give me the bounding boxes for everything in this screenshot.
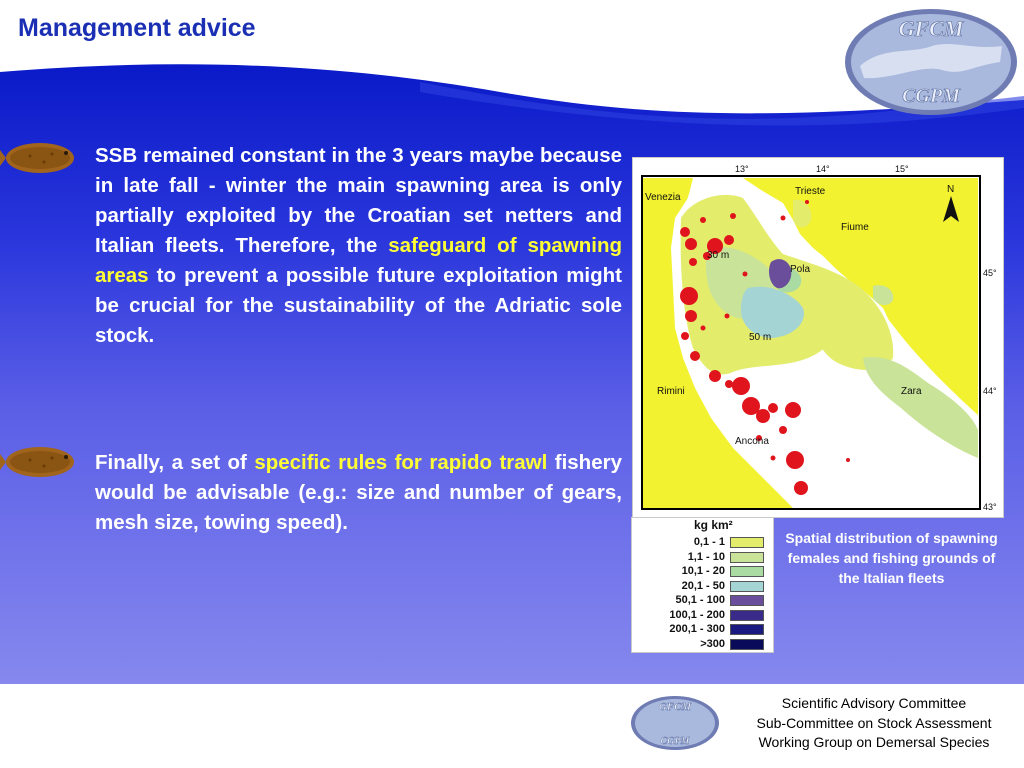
fishing-ground-dot bbox=[724, 235, 734, 245]
legend-label: 0,1 - 1 bbox=[693, 536, 725, 548]
place-label: Rimini bbox=[657, 386, 685, 397]
legend-title: kg km² bbox=[694, 518, 733, 532]
paragraph-rapido bbox=[95, 448, 622, 538]
fishing-ground-dot bbox=[685, 310, 697, 322]
fishing-ground-dot bbox=[779, 426, 787, 434]
adriatic-map bbox=[632, 157, 1004, 518]
legend-row bbox=[632, 580, 773, 593]
fishing-ground-dot bbox=[794, 481, 808, 495]
footer-line: Sub-Committee on Stock Assessment bbox=[756, 714, 992, 731]
depth-label: 50 m bbox=[749, 332, 772, 343]
place-label: Pola bbox=[790, 264, 811, 275]
paragraph-text: fishery would be advisable (e.g.: size and number of gears, mesh size, towing speed). bbox=[95, 451, 622, 534]
slide-title: Management advice bbox=[18, 14, 256, 42]
fishing-ground-dot bbox=[725, 380, 733, 388]
fishing-ground-dot bbox=[730, 213, 736, 219]
fishing-ground-dot bbox=[756, 409, 770, 423]
fishing-ground-dot bbox=[700, 217, 706, 223]
legend-swatch bbox=[730, 537, 764, 548]
sole-fish-icon bbox=[0, 440, 78, 484]
fishing-ground-dot bbox=[768, 403, 778, 413]
gfcm-logo-small bbox=[629, 694, 721, 752]
legend-row bbox=[632, 638, 773, 651]
fishing-ground-dot bbox=[732, 377, 750, 395]
legend-label: >300 bbox=[700, 637, 725, 650]
map-legend bbox=[631, 517, 774, 653]
legend-swatch bbox=[730, 552, 764, 563]
fishing-ground-dot bbox=[681, 332, 689, 340]
logo-bottom-line2: CGPM bbox=[660, 736, 690, 747]
paragraph-text: SSB remained constant in the 3 years maybe because in late fall - winter the main spawning area is only partially exploited by the Croatian set netters and Italian fleets. Therefore, the bbox=[95, 144, 622, 257]
fishing-ground-dot bbox=[689, 258, 697, 266]
paragraph-spawning bbox=[95, 141, 622, 351]
legend-row bbox=[632, 536, 773, 549]
map-caption: Spatial distribution of spawning females and fishing grounds of the Italian fleets bbox=[785, 530, 998, 586]
logo-top-line2: CGPM bbox=[902, 85, 960, 107]
footer-line: Working Group on Demersal Species bbox=[758, 734, 990, 750]
fishing-ground-dot bbox=[725, 314, 730, 319]
place-label: Fiume bbox=[841, 222, 869, 233]
logo-bottom-line1: GFCM bbox=[658, 701, 692, 713]
fishing-ground-dot bbox=[805, 200, 809, 204]
logo-top-line1: GFCM bbox=[898, 16, 964, 41]
fishing-ground-dot bbox=[701, 326, 706, 331]
lat-label: 44° bbox=[983, 386, 997, 396]
lon-label: 14° bbox=[816, 164, 830, 174]
legend-row bbox=[632, 551, 773, 564]
legend-row bbox=[632, 623, 773, 636]
place-label: Zara bbox=[901, 386, 922, 397]
legend-swatch bbox=[730, 624, 764, 635]
lon-label: 13° bbox=[735, 164, 749, 174]
north-label: N bbox=[947, 184, 955, 195]
legend-label: 50,1 - 100 bbox=[675, 594, 725, 606]
place-label: Venezia bbox=[645, 192, 681, 203]
highlight-text: specific rules for rapido trawl bbox=[254, 451, 548, 474]
gfcm-logo bbox=[842, 6, 1020, 118]
fishing-ground-dot bbox=[690, 351, 700, 361]
legend-label: 20,1 - 50 bbox=[681, 579, 725, 592]
lon-label: 15° bbox=[895, 164, 909, 174]
fishing-ground-dot bbox=[771, 456, 776, 461]
fishing-ground-dot bbox=[680, 227, 690, 237]
fishing-ground-dot bbox=[680, 287, 698, 305]
footer-credits bbox=[724, 694, 1024, 753]
paragraph-text: Finally, a set of bbox=[95, 451, 255, 474]
lat-label: 45° bbox=[983, 268, 997, 278]
legend-label: 1,1 - 10 bbox=[687, 550, 725, 563]
fishing-ground-dot bbox=[743, 272, 748, 277]
legend-row bbox=[632, 594, 773, 607]
fishing-ground-dot bbox=[786, 451, 804, 469]
legend-label: 10,1 - 20 bbox=[681, 565, 725, 577]
fishing-ground-dot bbox=[709, 370, 721, 382]
depth-label: 30 m bbox=[707, 250, 730, 261]
place-label: Ancona bbox=[735, 436, 769, 447]
paragraph-text: to prevent a possible future exploitation might be crucial for the sustainability of the Adriatic sole stock. bbox=[95, 264, 622, 347]
legend-row bbox=[632, 609, 773, 622]
lat-label: 43° bbox=[983, 502, 997, 512]
legend-row bbox=[632, 565, 773, 578]
legend-label: 200,1 - 300 bbox=[669, 623, 725, 635]
legend-swatch bbox=[730, 581, 764, 592]
fishing-ground-dot bbox=[846, 458, 850, 462]
place-label: Trieste bbox=[795, 186, 826, 197]
footer-line: Scientific Advisory Committee bbox=[781, 695, 967, 711]
legend-swatch bbox=[730, 639, 764, 650]
sole-fish-icon bbox=[0, 136, 78, 180]
legend-swatch bbox=[730, 566, 764, 577]
legend-label: 100,1 - 200 bbox=[669, 608, 725, 621]
highlight-text: safeguard of spawning areas bbox=[95, 234, 623, 287]
fishing-ground-dot bbox=[785, 402, 801, 418]
fishing-ground-dot bbox=[685, 238, 697, 250]
fishing-ground-dot bbox=[781, 216, 786, 221]
legend-swatch bbox=[730, 595, 764, 606]
legend-swatch bbox=[730, 610, 764, 621]
